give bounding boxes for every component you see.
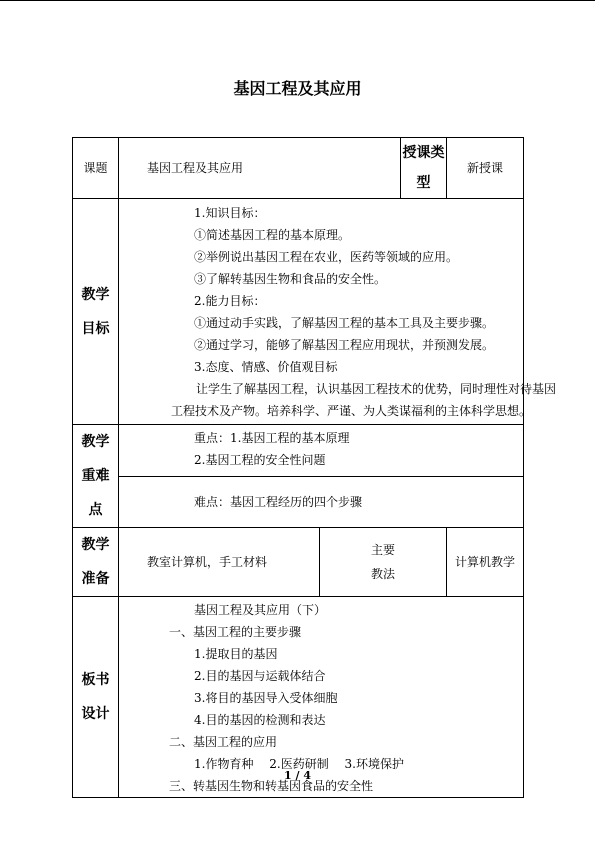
topic-value: 基因工程及其应用 [119,138,401,199]
method-label-line2: 教法 [371,567,396,581]
topic-label: 课题 [73,138,119,199]
objective-line: 3.态度、情感、价值观目标 [194,360,338,374]
objective-line: ①简述基因工程的基本原理。 [194,228,351,242]
objective-line: 工程技术及产物。培养科学、严谨、为人类谋福利的主体科学思想。 [171,404,532,418]
board-line: 2.目的基因与运载体结合 [194,669,326,683]
method-label-line1: 主要 [371,543,396,557]
preparation-label-line2: 准备 [81,571,110,587]
objective-line: 让学生了解基因工程，认识基因工程技术的优势，同时理性对待基因 [196,382,557,396]
difficulty-content: 难点：基因工程经历的四个步骤 [119,476,524,528]
key-points-label-line2: 重难 [81,468,110,484]
preparation-row [73,528,524,597]
objectives-label-line1: 教学 [81,286,110,303]
key-points-row-b [73,476,524,528]
key-points-label-line1: 教学 [81,434,110,450]
board-label-line1: 板书 [81,672,110,688]
objective-line: 1.知识目标： [194,206,266,220]
objectives-row [73,199,524,425]
top-rule [0,0,595,1]
objective-line: ③了解转基因生物和食品的安全性。 [194,272,387,286]
board-line: 1.作物育种 2.医药研制 3.环境保护 [194,757,404,771]
lesson-plan-table [72,137,557,798]
objectives-content [119,199,557,425]
key-points-row-a [73,425,524,477]
objective-line: ②举例说出基因工程在农业，医药等领域的应用。 [194,250,459,264]
board-line: 1.提取目的基因 [194,647,278,661]
method-label [320,528,447,597]
board-line: 基因工程及其应用（下） [194,603,327,617]
document-title: 基因工程及其应用 [233,79,362,98]
type-label: 授课类型 [401,138,447,199]
objective-line: ②通过学习，能够了解基因工程应用现状，并预测发展。 [194,338,495,352]
key-points-content [119,425,524,477]
objectives-label-line2: 目标 [81,320,110,337]
key-points-label-line3: 点 [88,502,103,518]
key-point-line: 重点：1.基因工程的基本原理 [194,431,350,445]
board-line: 4.目的基因的检测和表达 [194,713,326,727]
board-line: 3.将目的基因导入受体细胞 [194,691,338,705]
board-row [73,597,524,798]
objective-line: ①通过动手实践，了解基因工程的基本工具及主要步骤。 [194,316,495,330]
board-line: 二、基因工程的应用 [169,735,278,749]
preparation-materials: 教室计算机，手工材料 [119,528,320,597]
key-point-line: 2.基因工程的安全性问题 [194,453,326,467]
page-number: 1 / 4 [284,769,311,782]
objective-line: 2.能力目标： [194,294,266,308]
method-value: 计算机教学 [447,528,524,597]
preparation-label-line1: 教学 [81,537,110,553]
board-line: 一、基因工程的主要步骤 [169,625,302,639]
topic-row [73,138,524,199]
board-label [73,597,119,798]
board-label-line2: 设计 [81,706,110,722]
preparation-label [73,528,119,597]
key-points-label [73,425,119,528]
objectives-label [73,199,119,425]
board-content [119,597,524,798]
board-line: 三、转基因生物和转基因食品的安全性 [169,779,374,793]
type-value: 新授课 [447,138,524,199]
